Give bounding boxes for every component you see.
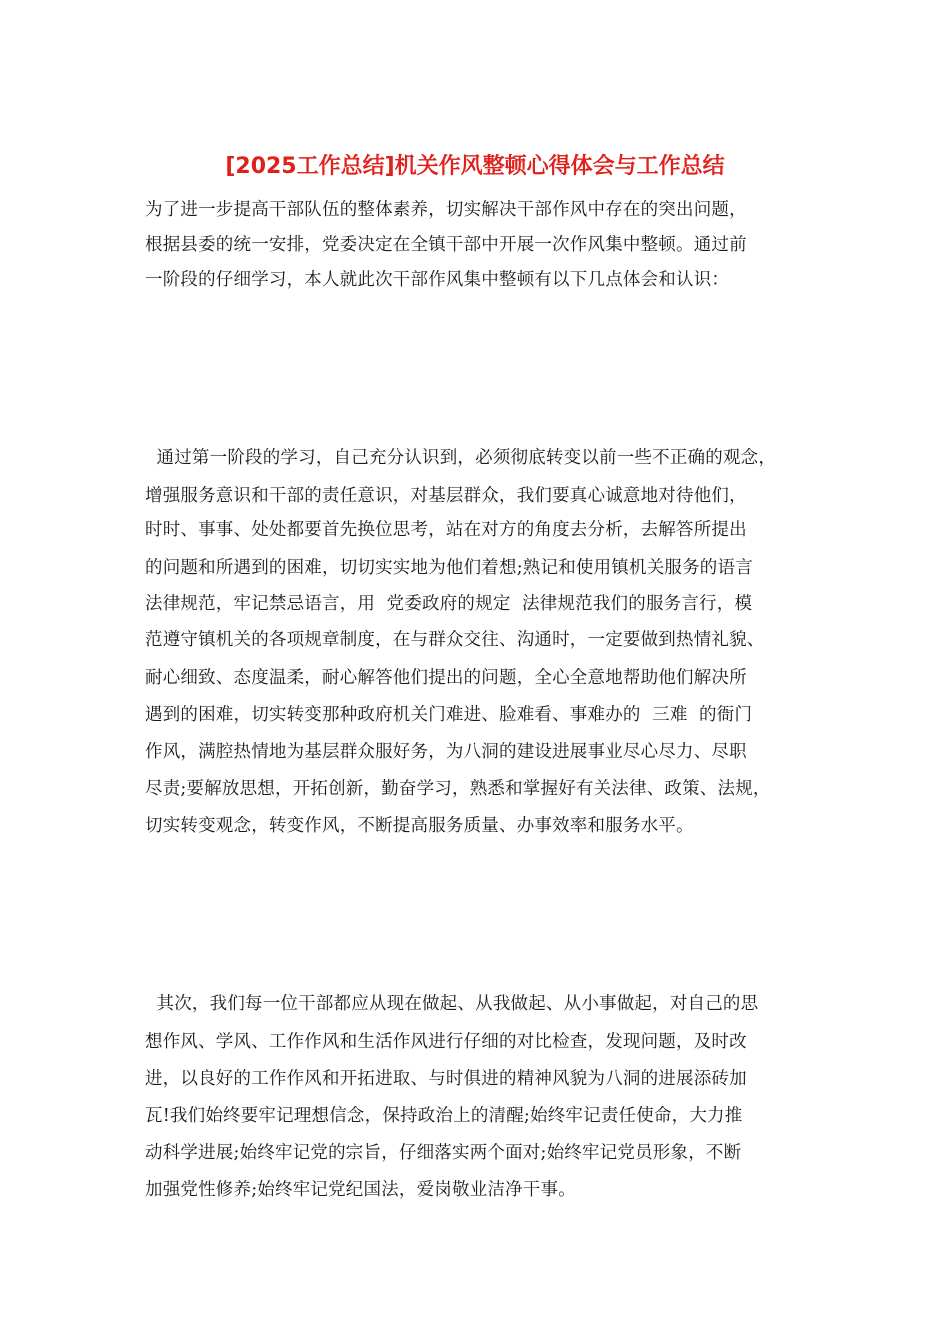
paragraph-2-line-2: 增强服务意识和干部的责任意识，对基层群众，我们要真心诚意地对待他们， bbox=[145, 486, 747, 506]
paragraph-3-line-3: 进，以良好的工作作风和开拓进取、与时俱进的精神风貌为八洞的进展添砖加 bbox=[145, 1069, 747, 1089]
paragraph-2-line-11: 切实转变观念，转变作风，不断提高服务质量、办事效率和服务水平。 bbox=[145, 816, 694, 836]
document-title: [2025工作总结]机关作风整顿心得体会与工作总结 bbox=[225, 154, 725, 179]
paragraph-2-line-9: 作风，满腔热情地为基层群众服好务，为八洞的建设进展事业尽心尽力、尽职 bbox=[145, 742, 747, 762]
paragraph-3-line-6: 加强党性修养;始终牢记党纪国法，爱岗敬业洁净干事。 bbox=[145, 1180, 576, 1200]
paragraph-2-line-8: 遇到的困难，切实转变那种政府机关门难进、脸难看、事难办的 三难 的衙门 bbox=[145, 705, 753, 725]
paragraph-2-line-6: 范遵守镇机关的各项规章制度，在与群众交往、沟通时，一定要做到热情礼貌、 bbox=[145, 630, 765, 650]
paragraph-2-line-10: 尽责;要解放思想，开拓创新，勤奋学习，熟悉和掌握好有关法律、政策、法规， bbox=[145, 779, 771, 799]
paragraph-1-line-3: 一阶段的仔细学习，本人就此次干部作风集中整顿有以下几点体会和认识： bbox=[145, 270, 730, 290]
paragraph-3-line-5: 动科学进展;始终牢记党的宗旨，仔细落实两个面对;始终牢记党员形象，不断 bbox=[145, 1143, 742, 1163]
paragraph-3-line-1: 其次，我们每一位干部都应从现在做起、从我做起、从小事做起，对自己的思 bbox=[145, 994, 759, 1014]
paragraph-2-line-5: 法律规范，牢记禁忌语言，用 党委政府的规定 法律规范我们的服务言行，模 bbox=[145, 594, 753, 614]
paragraph-2-line-7: 耐心细致、态度温柔，耐心解答他们提出的问题，全心全意地帮助他们解决所 bbox=[145, 668, 747, 688]
paragraph-3-line-2: 想作风、学风、工作作风和生活作风进行仔细的对比检查，发现问题，及时改 bbox=[145, 1032, 747, 1052]
paragraph-2-line-1: 通过第一阶段的学习，自己充分认识到，必须彻底转变以前一些不正确的观念， bbox=[145, 448, 777, 468]
paragraph-1-line-1: 为了进一步提高干部队伍的整体素养，切实解决干部作风中存在的突出问题， bbox=[145, 200, 747, 220]
paragraph-3-line-4: 瓦!我们始终要牢记理想信念，保持政治上的清醒;始终牢记责任使命，大力推 bbox=[145, 1106, 743, 1126]
paragraph-2-line-4: 的问题和所遇到的困难，切切实实地为他们着想;熟记和使用镇机关服务的语言 bbox=[145, 558, 753, 578]
paragraph-1-line-2: 根据县委的统一安排，党委决定在全镇干部中开展一次作风集中整顿。通过前 bbox=[145, 235, 747, 255]
paragraph-2-line-3: 时时、事事、处处都要首先换位思考，站在对方的角度去分析，去解答所提出 bbox=[145, 520, 747, 540]
